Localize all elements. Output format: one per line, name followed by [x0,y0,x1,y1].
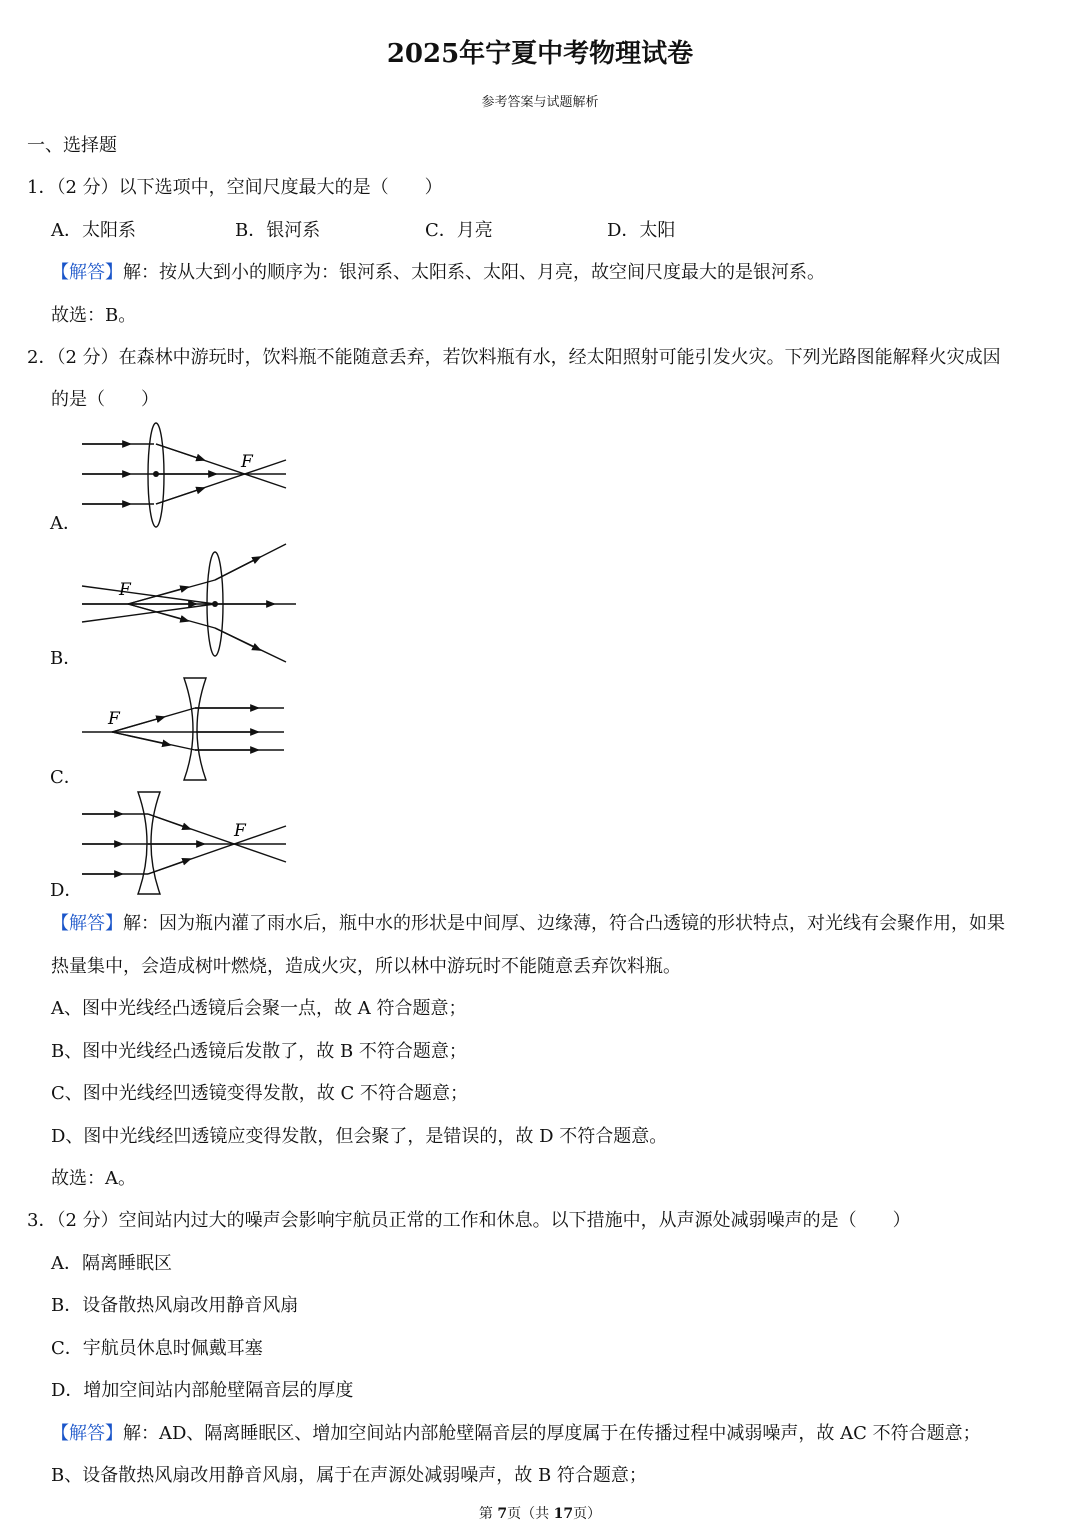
q2-analysis-a: A、图中光线经凸透镜后会聚一点，故 A 符合题意； [51,998,467,1019]
q1-option-c: C．月亮 [425,220,493,241]
q1-option-b: B．银河系 [235,220,321,241]
q3-option-c: C．宇航员休息时佩戴耳塞 [51,1338,263,1359]
focus-label-a: F [241,452,253,472]
footer-suffix: 页） [573,1506,602,1522]
q3-option-a: A．隔离睡眠区 [51,1253,172,1274]
q3-answer-line1 [51,1422,981,1446]
page-footer [0,1504,1080,1524]
footer-prefix: 第 [478,1506,498,1522]
page-subtitle: 参考答案与试题解析 [481,95,599,110]
q2-analysis-b: B、图中光线经凸透镜后发散了，故 B 不符合题意； [51,1041,467,1062]
q2-answer-line1 [51,912,1005,936]
q2-stem-line2: 的是（ ） [51,389,159,410]
answer-tag: 【解答】 [51,262,123,283]
diagram-c-concave-parallel [78,674,290,784]
q3-stem: 3．（2 分）空间站内过大的噪声会影响宇航员正常的工作和休息。以下措施中，从声源处减弱噪声的是（ ） [27,1210,911,1231]
q3-option-d: D．增加空间站内部舱壁隔音层的厚度 [51,1380,354,1401]
q2-analysis-d: D、图中光线经凹透镜应变得发散，但会聚了，是错误的，故 D 不符合题意。 [51,1126,668,1147]
q2-choice: 故选：A。 [51,1168,136,1189]
answer-tag: 【解答】 [51,913,123,934]
answer-tag: 【解答】 [51,1423,123,1444]
footer-mid: 页（共 [507,1506,554,1522]
diagram-d-concave-converging [78,790,290,898]
footer-total-pages: 17 [553,1506,574,1522]
q3-option-b: B．设备散热风扇改用静音风扇 [51,1295,299,1316]
focus-label-d: F [234,821,246,841]
q1-stem: 1．（2 分）以下选项中，空间尺度最大的是（ ） [27,177,443,198]
footer-page-number: 7 [497,1506,508,1522]
page-title: 2025年宁夏中考物理试卷 [386,39,694,69]
q2-option-d-label: D． [50,880,83,901]
q1-answer-text: 解：按从大到小的顺序为：银河系、太阳系、太阳、月亮，故空间尺度最大的是银河系。 [123,262,825,283]
q2-analysis-c: C、图中光线经凹透镜变得发散，故 C 不符合题意； [51,1083,468,1104]
q1-option-d: D．太阳 [607,220,676,241]
q3-answer-text: 解：AD、隔离睡眠区、增加空间站内部舱壁隔音层的厚度属于在传播过程中减弱噪声，故 AC 不符合题意； [123,1423,981,1444]
q3-answer-line2: B、设备散热风扇改用静音风扇，属于在声源处减弱噪声，故 B 符合题意； [51,1465,647,1486]
q1-answer [51,261,825,285]
q2-option-b-label: B． [50,648,82,669]
q2-option-a-label: A． [50,513,81,534]
focus-label-b: F [119,580,131,600]
q2-stem-line1: 2．（2 分）在森林中游玩时，饮料瓶不能随意丢弃，若饮料瓶有水，经太阳照射可能引发火灾。下列光路图能解释火灾成因 [27,347,1001,368]
section-heading: 一、选择题 [27,135,117,156]
q1-choice: 故选：B。 [51,305,137,326]
q2-answer-line2: 热量集中，会造成树叶燃烧，造成火灾，所以林中游玩时不能随意丢弃饮料瓶。 [51,956,681,977]
q2-answer-text: 解：因为瓶内灌了雨水后，瓶中水的形状是中间厚、边缘薄，符合凸透镜的形状特点，对光线有会聚作用，如果 [123,913,1005,934]
q1-option-a: A．太阳系 [51,220,136,241]
q2-option-c-label: C． [50,767,82,788]
diagram-b-convex-diverging [78,540,300,666]
diagram-a-convex-converging [78,420,290,530]
focus-label-c: F [108,709,120,729]
